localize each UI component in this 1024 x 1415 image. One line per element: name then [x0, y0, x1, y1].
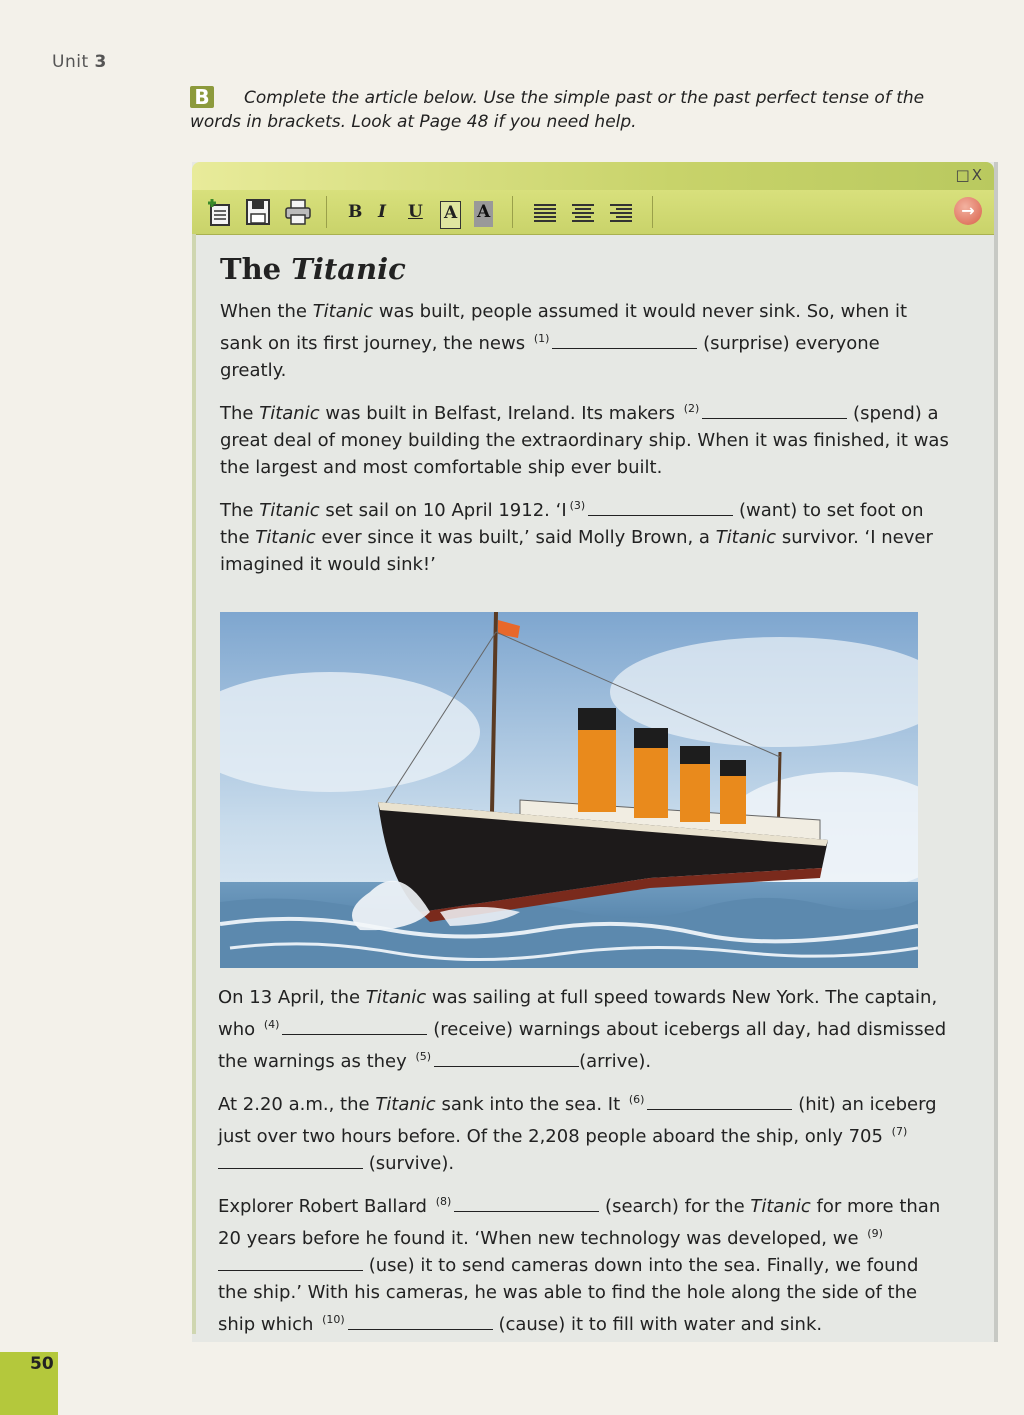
print-icon[interactable]	[284, 199, 312, 225]
toolbar-separator	[652, 196, 653, 228]
gap-number: (1)	[533, 332, 550, 345]
italic-button[interactable]: I	[378, 202, 386, 222]
text: it to send cameras down into the sea. Finally, we found the ship.’ With his cameras, he was able to find the hole along the side of the ship which	[218, 1255, 919, 1335]
gap-blank-10[interactable]	[348, 1313, 493, 1330]
text: survivor. ‘I never imagined it would sink!’	[220, 527, 933, 575]
gap-blank-2[interactable]	[702, 402, 847, 419]
gap-blank-7[interactable]	[218, 1152, 363, 1169]
paragraph-4	[218, 984, 953, 1075]
gap-number: (10)	[322, 1313, 345, 1326]
window-controls[interactable]: □X	[955, 166, 984, 184]
text: everyone greatly.	[220, 333, 880, 381]
text: to set foot on the	[220, 500, 924, 548]
save-icon[interactable]	[246, 199, 270, 225]
verb-hint: (survive).	[368, 1153, 455, 1174]
align-center-icon[interactable]	[572, 202, 594, 228]
text: ever since it was built,’ said Molly Brown, a	[321, 527, 710, 548]
unit-text: Unit	[52, 52, 89, 72]
text: was built in Belfast, Ireland. Its makers	[325, 403, 675, 424]
gap-number: (5)	[415, 1050, 432, 1063]
paragraph-6	[218, 1188, 953, 1338]
text: The	[220, 500, 254, 521]
ship-name: Titanic	[255, 527, 316, 548]
verb-hint: (hit)	[798, 1094, 836, 1115]
gap-number: (2)	[683, 402, 700, 415]
text: an iceberg just over two hours before. Of the 2,208 people aboard the ship, only 705	[218, 1094, 937, 1147]
gap-blank-4[interactable]	[282, 1018, 427, 1035]
text: sank into the sea. It	[441, 1094, 621, 1115]
title-prefix: The	[220, 252, 282, 286]
page-number-tab	[0, 1352, 58, 1415]
unit-number: 3	[94, 52, 107, 72]
toolbar-separator	[326, 196, 327, 228]
paragraph-3	[220, 492, 950, 578]
gap-blank-1[interactable]	[552, 332, 697, 349]
bold-button[interactable]: B	[348, 202, 363, 222]
ship-name: Titanic	[259, 500, 320, 521]
verb-hint: (surprise)	[703, 333, 790, 354]
font-color-button[interactable]: A	[440, 201, 461, 229]
verb-hint: (arrive).	[579, 1051, 652, 1072]
verb-hint: (receive)	[433, 1019, 514, 1040]
editor-window	[192, 162, 998, 1342]
text: for more than 20 years before he found it. ‘When new technology was developed, we	[218, 1196, 941, 1249]
text: for the	[684, 1196, 745, 1217]
titanic-illustration	[220, 612, 918, 968]
text: was built, people assumed it would never sink. So, when it sank on its first journey, the news	[220, 301, 908, 354]
verb-hint: (spend)	[853, 403, 922, 424]
text: was sailing at full speed towards New York. The captain, who	[218, 987, 938, 1040]
unit-label	[52, 52, 107, 72]
toolbar-separator	[512, 196, 513, 228]
text: a great deal of money building the extraordinary ship. When it was finished, it was the largest and most comfortable ship ever built.	[220, 403, 949, 478]
gap-blank-6[interactable]	[647, 1093, 792, 1110]
go-arrow-icon[interactable]: →	[954, 197, 982, 225]
gap-number: (4)	[263, 1018, 280, 1031]
gap-blank-8[interactable]	[454, 1195, 599, 1212]
ship-name: Titanic	[365, 987, 427, 1008]
text: When the	[220, 301, 307, 322]
window-titlebar	[192, 162, 994, 190]
article-title	[220, 252, 950, 286]
gap-number: (9)	[867, 1227, 883, 1240]
ship-name: Titanic	[259, 403, 320, 424]
editor-toolbar	[192, 190, 994, 235]
paragraph-1	[220, 298, 950, 384]
text: The	[220, 403, 254, 424]
new-document-icon[interactable]	[206, 199, 232, 225]
ship-name: Titanic	[312, 301, 374, 322]
text: set sail on 10 April 1912. ‘I	[325, 500, 567, 521]
article-body-top	[220, 252, 950, 589]
gap-number: (7)	[891, 1125, 908, 1138]
align-left-icon[interactable]	[534, 202, 556, 228]
text: warnings about icebergs all day, had dismissed the warnings as they	[218, 1019, 947, 1072]
exercise-badge: B	[190, 86, 214, 108]
verb-hint: (want)	[738, 500, 798, 521]
title-italic: Titanic	[291, 252, 406, 286]
text: it to fill with water and sink.	[571, 1314, 823, 1335]
page-number: 50	[30, 1354, 54, 1374]
underline-button[interactable]: U	[408, 202, 423, 222]
exercise-instruction: Complete the article below. Use the simple past or the past perfect tense of the words in brackets. Look at Page 48 if you need help.	[190, 88, 925, 132]
ship-name: Titanic	[375, 1094, 436, 1115]
verb-hint: (search)	[605, 1196, 679, 1217]
gap-number: (8)	[435, 1195, 452, 1208]
highlight-button[interactable]: A	[474, 201, 493, 227]
verb-hint: (cause)	[498, 1314, 566, 1335]
gap-number: (3)	[569, 499, 586, 512]
gap-blank-5[interactable]	[434, 1050, 579, 1067]
article-body-bottom	[218, 984, 953, 1349]
verb-hint: (use)	[368, 1255, 415, 1276]
gap-blank-3[interactable]	[588, 499, 733, 516]
paragraph-2	[220, 395, 950, 481]
paragraph-5	[218, 1086, 953, 1177]
gap-blank-9[interactable]	[218, 1254, 363, 1271]
window-left-edge	[192, 234, 196, 1334]
ship-name: Titanic	[715, 527, 777, 548]
gap-number: (6)	[628, 1093, 645, 1106]
text: On 13 April, the	[218, 987, 361, 1008]
align-right-icon[interactable]	[610, 202, 632, 228]
ship-name: Titanic	[750, 1196, 811, 1217]
text: Explorer Robert Ballard	[218, 1196, 427, 1217]
text: At 2.20 a.m., the	[218, 1094, 370, 1115]
